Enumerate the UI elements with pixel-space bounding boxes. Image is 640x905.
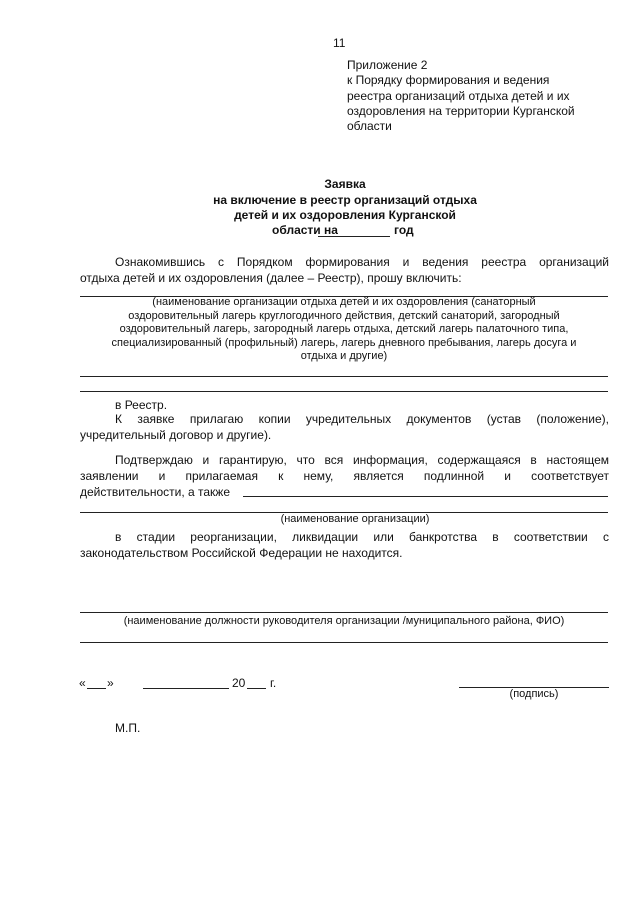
status-line-1: в стадии реорганизации, ликвидации или банкротства в соответствии с [115, 530, 609, 544]
title-line-4-start: области на [272, 223, 338, 237]
year-blank-line [318, 236, 390, 237]
title-line-3: детей и их оздоровления Курганской [234, 208, 456, 222]
org-caption-line-2: оздоровительный лагерь круглогодичного действия, детский санаторий, загородный [128, 309, 560, 322]
org-name-line-3 [80, 391, 608, 392]
appendix-block [347, 58, 575, 134]
date-month-line [143, 688, 229, 689]
head-name-line-2 [80, 642, 608, 643]
appendix-line-5: области [347, 119, 392, 134]
date-open-quote: « [79, 676, 86, 690]
attach-line-2: учредительный договор и другие). [80, 428, 272, 442]
org-caption-line-5: отдыха и другие) [300, 350, 388, 362]
org-caption-line-3: оздоровительный лагерь, загородный лагерь отдыха, детский лагерь палаточного типа, [119, 323, 569, 335]
confirm-line-1: Подтверждаю и гарантирую, что вся информация, содержащаяся в настоящем [115, 453, 609, 467]
title-line-2: на включение в реестр организаций отдыха [213, 192, 477, 207]
date-year-suffix: г. [270, 676, 277, 690]
org-name-line-2 [80, 376, 608, 377]
status-line-2: законодательством Российской Федерации не находится. [80, 546, 403, 560]
date-close-quote: » [107, 676, 114, 690]
in-registry-text: в Реестр. [115, 398, 168, 412]
appendix-line-4: оздоровления на территории Курганской [347, 103, 575, 118]
intro-line-1: Ознакомившись с Порядком формирования и ведения реестра организаций [115, 255, 609, 269]
date-year-line [247, 688, 266, 689]
confirm-line-3: действительности, а также [80, 485, 231, 499]
org-name-field-line-1 [243, 496, 608, 497]
confirm-line-2: заявлении и прилагаемая к нему, является подлинной и соответствует [80, 469, 609, 483]
title-line-4-end: год [394, 223, 414, 237]
appendix-line-3: реестра организаций отдыха детей и их [347, 88, 570, 103]
page-number: 11 [333, 36, 346, 50]
stamp-label: М.П. [115, 721, 141, 735]
org-caption-line-1: (наименование организации отдыха детей и их оздоровления (санаторный [152, 296, 536, 308]
intro-line-2: отдыха детей и их оздоровления (далее – Реестр), прошу включить: [80, 271, 462, 285]
appendix-line-2: к Порядку формирования и ведения [347, 73, 550, 88]
org-caption-line-4: специализированный (профильный) лагерь, лагерь дневного пребывания, лагерь досуга и [111, 336, 577, 349]
date-year-prefix: 20 [232, 676, 246, 690]
head-name-line [80, 612, 608, 613]
signature-caption: (подпись) [509, 688, 559, 700]
date-day-line [87, 688, 106, 689]
appendix-line-1: Приложение 2 [347, 58, 428, 72]
title-line-1: Заявка [324, 177, 366, 191]
attach-line-1: К заявке прилагаю копии учредительных документов (устав (положение), [115, 412, 609, 426]
head-caption: (наименование должности руководителя организации /муниципального района, ФИО) [123, 615, 565, 627]
org-name-caption: (наименование организации) [280, 513, 430, 525]
org-caption [80, 296, 608, 364]
document-title [140, 177, 550, 224]
